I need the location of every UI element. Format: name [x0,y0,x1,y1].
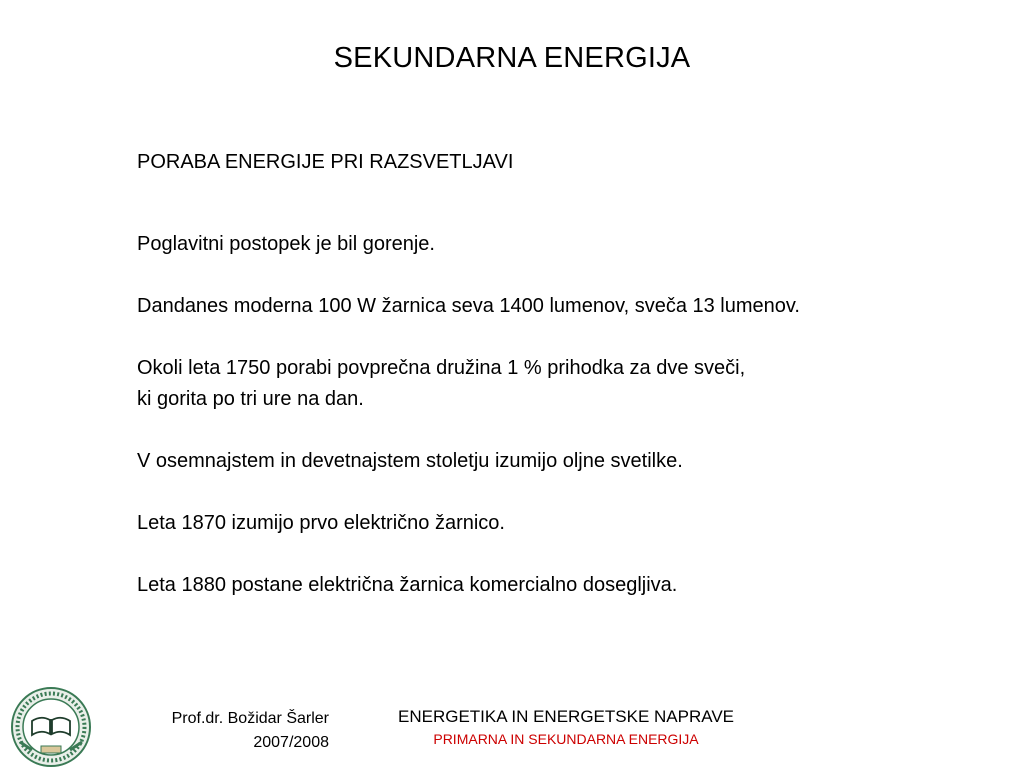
course-section: PRIMARNA IN SEKUNDARNA ENERGIJA [433,731,699,747]
paragraph [137,446,800,477]
section-heading: PORABA ENERGIJE PRI RAZSVETLJAVI [137,151,514,173]
paragraph [137,570,800,601]
paragraph [137,291,800,322]
slide-title: SEKUNDARNA ENERGIJA [333,42,691,74]
paragraph-line: V osemnajstem in devetnajstem stoletju izumijo oljne svetilke. [137,450,683,472]
university-seal-icon [10,686,92,768]
author-name: Prof.dr. Božidar Šarler [171,710,329,727]
paragraph [137,353,800,415]
paragraph-line: Poglavitni postopek je bil gorenje. [137,233,435,255]
paragraph-line: Dandanes moderna 100 W žarnica seva 1400 lumenov, sveča 13 lumenov. [137,295,800,317]
paragraph [137,229,800,260]
paragraph [137,508,800,539]
body-text [137,229,800,632]
paragraph-line: Leta 1880 postane električna žarnica komercialno dosegljiva. [137,574,678,596]
author-block [100,707,329,755]
academic-year: 2007/2008 [253,734,329,751]
course-block [340,706,792,750]
paragraph-line: Okoli leta 1750 porabi povprečna družina 1 % prihodka za dve sveči, [137,357,746,379]
paragraph-line: Leta 1870 izumijo prvo električno žarnico. [137,512,505,534]
course-title: ENERGETIKA IN ENERGETSKE NAPRAVE [398,707,734,726]
paragraph-line: ki gorita po tri ure na dan. [137,388,364,410]
